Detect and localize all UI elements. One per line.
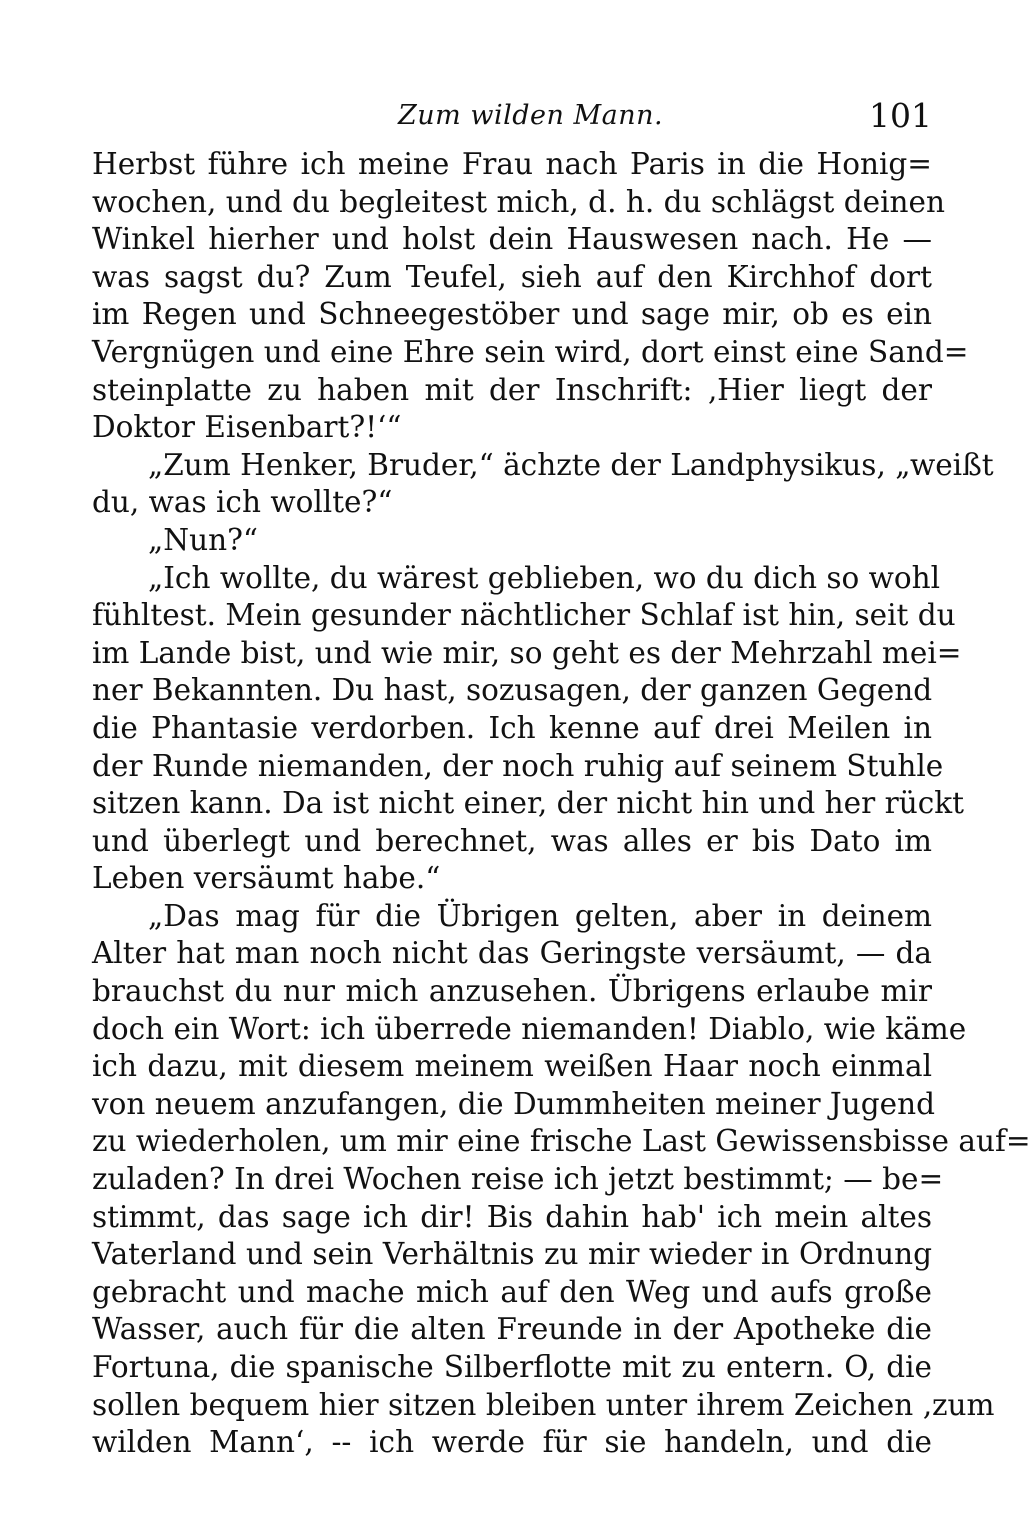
text-line: ner Bekannten. Du hast, sozusagen, der ganzen Gegend [92,673,933,708]
text-line: im Lande bist, und wie mir, so geht es der Mehrzahl mei= [92,635,962,670]
text-line: Fortuna, die spanische Silberflotte mit zu entern. O, die [92,1350,932,1384]
text-line: Vaterland und sein Verhältnis zu mir wieder in Ordnung [92,1237,932,1272]
text-line: zu wiederholen, um mir eine frische Last Gewissensbisse auf= [92,1124,1031,1159]
text-line: gebracht und mache mich auf den Weg und aufs große [92,1274,932,1309]
text-line: und überlegt und berechnet, was alles er bis Dato im [92,823,932,858]
text-line: Herbst führe ich meine Frau nach Paris in die Honig= [92,147,932,181]
text-line: zuladen? In drei Wochen reise ich jetzt bestimmt; — be= [92,1162,944,1197]
text-line: brauchst du nur mich anzusehen. Übrigens erlaube mir [92,974,932,1009]
text-line: Vergnügen und eine Ehre sein wird, dort einst eine Sand= [92,334,969,369]
text-line: sitzen kann. Da ist nicht einer, der nicht hin und her rückt [92,786,964,821]
text-line: wochen, und du begleitest mich, d. h. du schlägst deinen [92,184,946,219]
text-line: Winkel hierher und holst dein Hauswesen nach. He — [92,222,932,257]
text-line: du, was ich wollte?“ [92,485,393,520]
text-line: fühltest. Mein gesunder nächtlicher Schlaf ist hin, seit du [92,598,956,633]
text-line: was sagst du? Zum Teufel, sieh auf den Kirchhof dort [92,259,932,294]
text-line: steinplatte zu haben mit der Inschrift: ‚Hier liegt der [92,372,932,407]
running-title: Zum wilden Mann. [398,100,664,131]
text-line: von neuem anzufangen, die Dummheiten meiner Jugend [92,1086,935,1121]
text-line: wilden Mann‘, -- ich werde für sie handeln, und die [92,1425,932,1460]
text-line: im Regen und Schneegestöber und sage mir, ob es ein [92,297,932,332]
text-line: der Runde niemanden, der noch ruhig auf seinem Stuhle [92,748,944,783]
body-text [92,146,1031,1462]
text-line: „Das mag für die Übrigen gelten, aber in deinem [148,898,932,933]
text-line: „Zum Henker, Bruder,“ ächzte der Landphysikus, „weißt [148,447,994,482]
text-line: Alter hat man noch nicht das Geringste versäumt, — da [92,936,932,971]
text-line: Wasser, auch für die alten Freunde in der Apotheke die [92,1312,932,1347]
text-line: Doktor Eisenbart?!‘“ [92,410,402,445]
text-line: die Phantasie verdorben. Ich kenne auf drei Meilen in [92,710,932,745]
text-line: stimmt, das sage ich dir! Bis dahin hab' ich mein altes [92,1199,932,1234]
text-line: doch ein Wort: ich überrede niemanden! Diablo, wie käme [92,1011,967,1046]
text-line: ich dazu, mit diesem meinem weißen Haar noch einmal [92,1049,932,1084]
text-line: „Nun?“ [148,522,258,557]
text-line: „Ich wollte, du wärest geblieben, wo du dich so wohl [148,560,941,595]
page-header [92,98,932,144]
text-line: Leben versäumt habe.“ [92,861,441,896]
text-line: sollen bequem hier sitzen bleiben unter ihrem Zeichen ‚zum [92,1387,995,1422]
page-number: 101 [869,96,932,135]
